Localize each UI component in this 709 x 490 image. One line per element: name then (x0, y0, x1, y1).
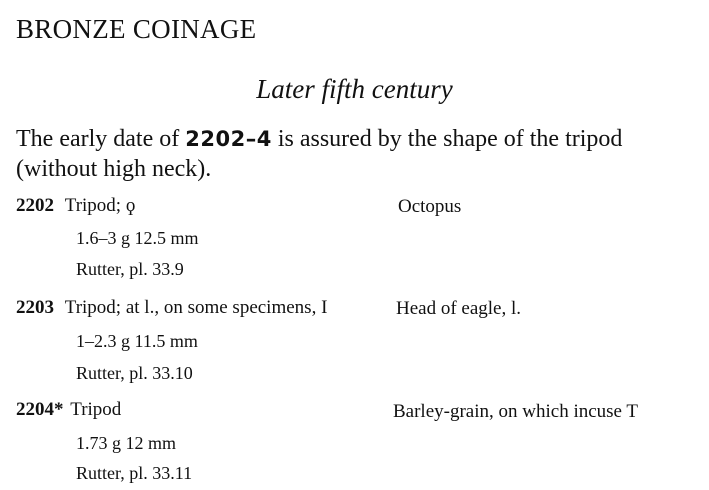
entry-obverse: Tripod; ϙ (64, 195, 136, 216)
entry-2204-reverse: Barley-grain, on which incuse T (393, 401, 638, 422)
entry-2202-reverse: Octopus (398, 196, 462, 217)
entry-2202-header (16, 195, 135, 217)
intro-text-before: The early date of (16, 126, 186, 152)
subsection-heading: Later fifth century (256, 74, 453, 104)
entry-2202-reference: Rutter, pl. 33.9 (76, 259, 184, 279)
entry-2204-reference: Rutter, pl. 33.11 (76, 463, 193, 483)
entry-number: 2204* (16, 399, 64, 420)
entry-2203-header (16, 297, 327, 319)
intro-text-after: is assured by the shape of the tripod (without high neck). (16, 126, 623, 182)
entry-2204-weight-size: 1.73 g 12 mm (76, 433, 177, 453)
entry-2202-weight-size: 1.6–3 g 12.5 mm (76, 228, 199, 248)
entry-obverse: Tripod; at l., on some specimens, I (64, 297, 328, 318)
entry-number: 2203 (16, 297, 54, 318)
intro-reference: 2202–4 (185, 127, 272, 151)
entry-2203-weight-size: 1–2.3 g 11.5 mm (76, 331, 198, 351)
entry-2204-header (16, 399, 121, 421)
intro-paragraph (16, 124, 706, 184)
entry-2203-reverse: Head of eagle, l. (396, 298, 522, 319)
entry-number: 2202 (16, 195, 54, 216)
section-heading: BRONZE COINAGE (16, 14, 257, 44)
entry-2203-reference: Rutter, pl. 33.10 (76, 363, 193, 383)
entry-obverse: Tripod (70, 399, 122, 420)
